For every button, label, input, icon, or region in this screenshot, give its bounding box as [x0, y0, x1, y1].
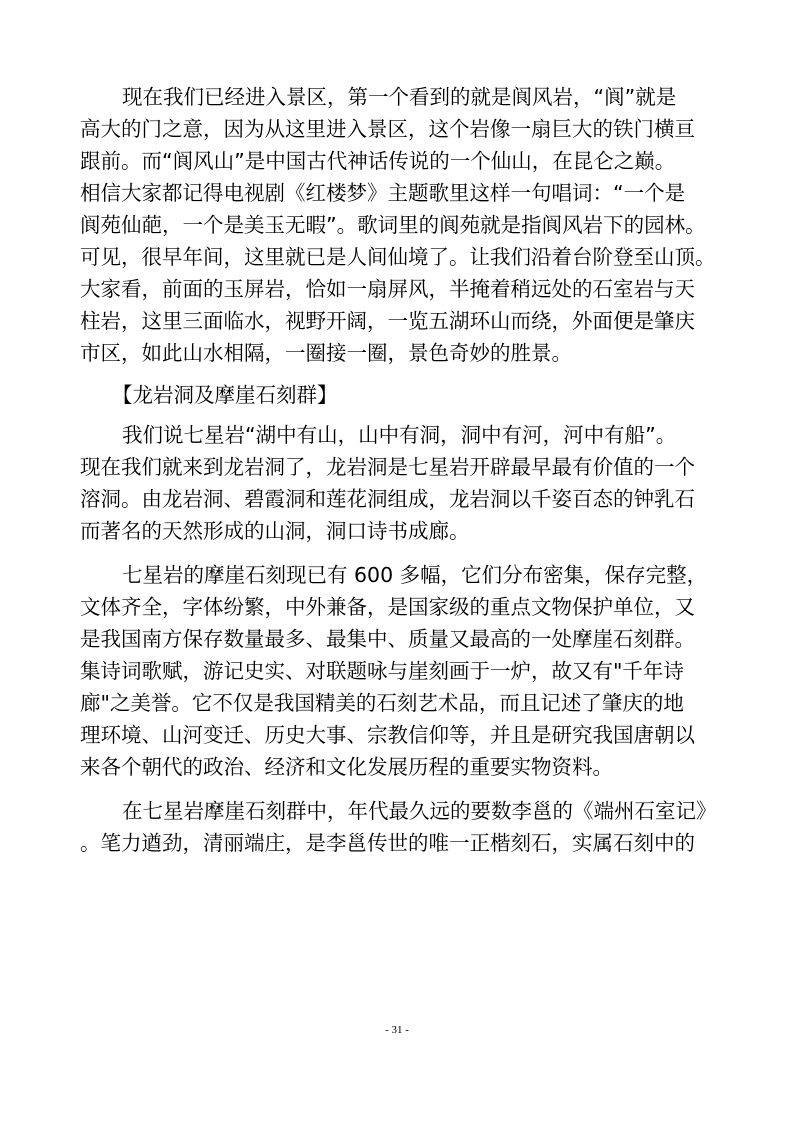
line-text: 相信大家都记得电视剧《红楼梦》主题歌里这样一句唱词：“一个是	[80, 181, 686, 205]
text-line	[0, 338, 794, 368]
line-text: 七星岩的摩崖石刻现已有 600 多幅，它们分布密集，保存完整，	[122, 563, 708, 587]
text-line	[0, 114, 794, 144]
line-text: 市区，如此山水相隔，一圈接一圈，景色奇妙的胜景。	[80, 341, 572, 365]
line-text: 来各个朝代的政治、经济和文化发展历程的重要实物资料。	[80, 755, 613, 779]
text-line	[0, 720, 794, 750]
text-line	[0, 306, 794, 336]
section-heading-text: 【龙岩洞及摩崖石刻群】	[112, 383, 338, 407]
line-text: 阆苑仙葩，一个是美玉无暇”。歌词里的阆苑就是指阆风岩下的园林。	[80, 213, 706, 237]
text-line	[0, 178, 794, 208]
text-line	[0, 210, 794, 240]
line-text: 廊"之美誉。它不仅是我国精美的石刻艺术品，而且记述了肇庆的地	[80, 691, 684, 715]
text-line	[0, 420, 794, 450]
text-line	[0, 656, 794, 686]
page-number: - 31 -	[385, 1024, 409, 1036]
line-text: 高大的门之意，因为从这里进入景区，这个岩像一扇巨大的铁门横亘	[80, 117, 695, 141]
text-line	[0, 688, 794, 718]
line-text: 跟前。而“阆风山”是中国古代神话传说的一个仙山，在昆仑之巅。	[80, 149, 676, 173]
line-text: 文体齐全，字体纷繁，中外兼备，是国家级的重点文物保护单位，又	[80, 595, 695, 619]
text-line	[0, 624, 794, 654]
line-text: 。笔力遒劲，清丽端庄，是李邕传世的唯一正楷刻石，实属石刻中的	[80, 831, 695, 855]
text-line	[0, 752, 794, 782]
line-text: 而著名的天然形成的山洞，洞口诗书成廊。	[80, 519, 470, 543]
text-line	[0, 560, 794, 590]
line-text: 大家看，前面的玉屏岩，恰如一扇屏风，半掩着稍远处的石室岩与天	[80, 277, 695, 301]
text-line	[0, 242, 794, 272]
line-text: 集诗词歌赋，游记史实、对联题咏与崖刻画于一炉，故又有"千年诗	[80, 659, 684, 683]
text-line	[0, 82, 794, 112]
text-line	[0, 484, 794, 514]
line-text: 我们说七星岩“湖中有山，山中有洞，洞中有河，河中有船”。	[122, 423, 677, 447]
line-text: 可见，很早年间，这里就已是人间仙境了。让我们沿着台阶登至山顶。	[80, 245, 716, 269]
line-text: 是我国南方保存数量最多、最集中、质量又最高的一处摩崖石刻群。	[80, 627, 695, 651]
section-heading	[0, 380, 794, 410]
line-text: 现在我们已经进入景区，第一个看到的就是阆风岩，“阆”就是	[122, 85, 677, 109]
text-line	[0, 828, 794, 858]
text-line	[0, 516, 794, 546]
line-text: 溶洞。由龙岩洞、碧霞洞和莲花洞组成，龙岩洞以千姿百态的钟乳石	[80, 487, 695, 511]
text-line	[0, 592, 794, 622]
text-line	[0, 274, 794, 304]
text-line	[0, 796, 794, 826]
text-line	[0, 452, 794, 482]
line-text: 理环境、山河变迁、历史大事、宗教信仰等，并且是研究我国唐朝以	[80, 723, 695, 747]
line-text: 柱岩，这里三面临水，视野开阔，一览五湖环山而绕，外面便是肇庆	[80, 309, 695, 333]
line-text: 现在我们就来到龙岩洞了，龙岩洞是七星岩开辟最早最有价值的一个	[80, 455, 695, 479]
line-text: 在七星岩摩崖石刻群中，年代最久远的要数李邕的《端州石室记》	[122, 799, 717, 823]
text-line	[0, 146, 794, 176]
